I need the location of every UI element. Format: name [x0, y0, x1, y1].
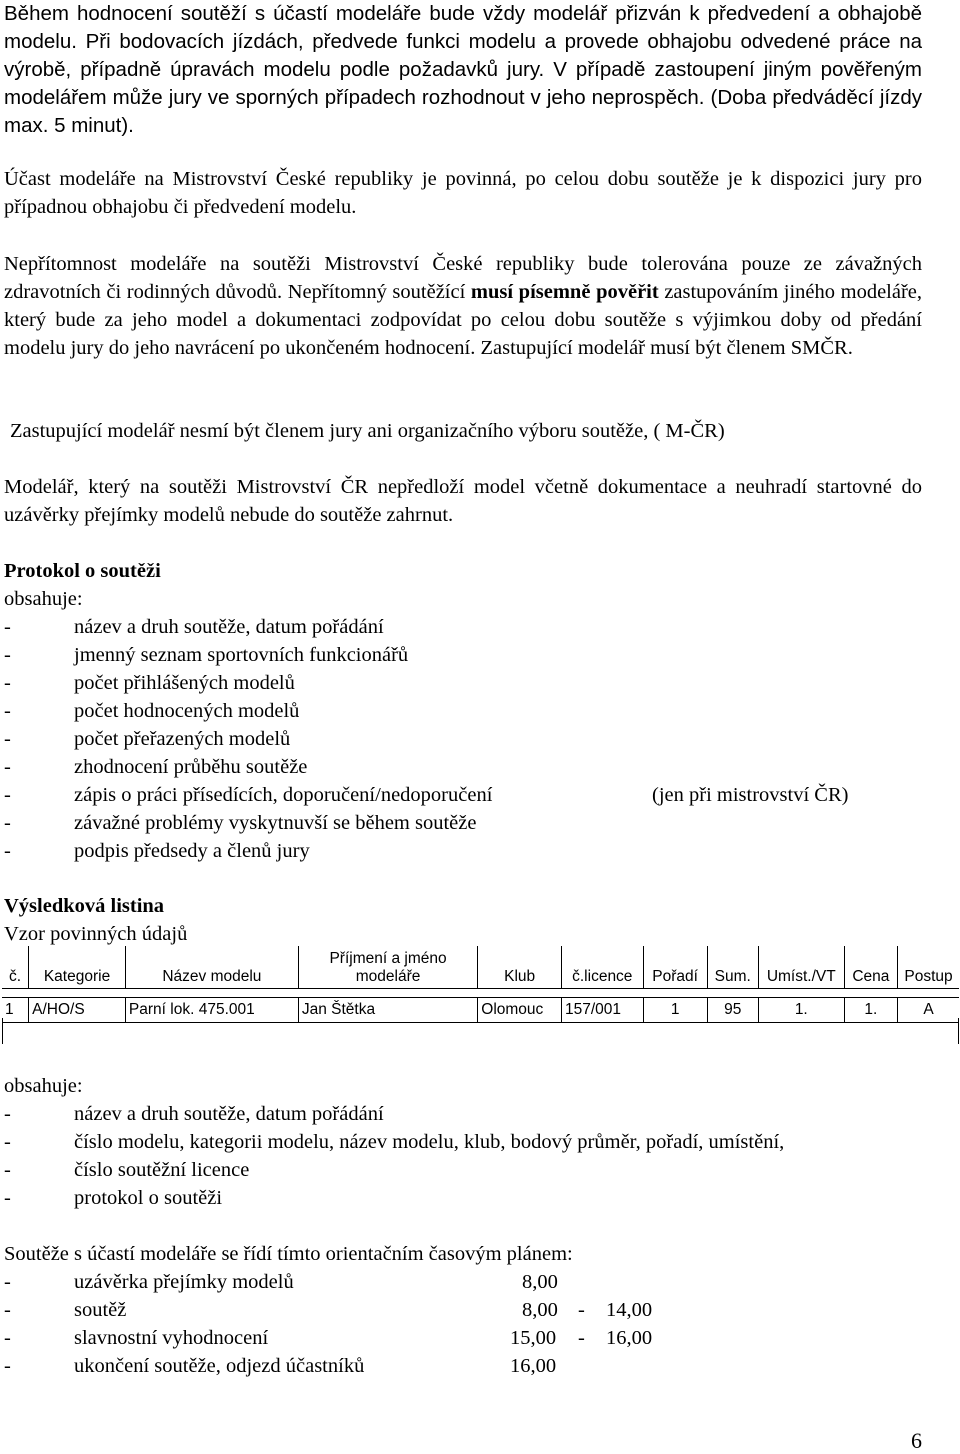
- table-cell: 1: [2, 998, 29, 1023]
- vysledkova-heading: Výsledková listina: [4, 895, 165, 917]
- col-header: Postup: [898, 946, 959, 989]
- table-cell: Parní lok. 475.001: [125, 998, 298, 1023]
- plan-from: 16,00: [510, 1355, 557, 1377]
- protokol-intro: obsahuje:: [4, 588, 83, 610]
- col-header: Sum.: [707, 946, 758, 989]
- plan-item: [4, 1296, 704, 1324]
- plan-label: uzávěrka přejímky modelů: [74, 1271, 294, 1293]
- col-header: Název modelu: [125, 946, 298, 989]
- protokol-heading: Protokol o soutěži: [4, 560, 161, 582]
- absence-bold-1: musí písemně: [470, 281, 591, 303]
- col-header: Kategorie: [29, 946, 126, 989]
- list-item: - počet přihlášených modelů: [4, 669, 492, 697]
- listina-list: [4, 1100, 784, 1212]
- list-item: [4, 781, 849, 809]
- table-right-edge: [958, 1018, 959, 1044]
- results-table: [2, 946, 959, 1047]
- list-item: - počet přeřazených modelů: [4, 725, 492, 753]
- list-item: - název a druh soutěže, datum pořádání: [4, 613, 492, 641]
- list-item: - číslo soutěžní licence: [4, 1156, 784, 1184]
- col-header-line2: modeláře: [355, 968, 421, 985]
- mistrovstvi-note: (jen při mistrovství ČR): [652, 784, 849, 806]
- list-item: - počet hodnocených modelů: [4, 697, 492, 725]
- col-header: Umíst./VT: [758, 946, 844, 989]
- table-cell: 157/001: [562, 998, 644, 1023]
- col-header: Klub: [478, 946, 562, 989]
- plan-dash: -: [578, 1299, 585, 1321]
- list-item: - jmenný seznam sportovních funkcionářů: [4, 641, 492, 669]
- plan-to: 14,00: [606, 1299, 653, 1321]
- plan-from: 8,00: [522, 1299, 558, 1321]
- plan-item: [4, 1352, 704, 1380]
- plan-label: soutěž: [74, 1299, 127, 1321]
- paragraph-substitute: Zastupující modelář nesmí být členem jury ani organizačního výboru soutěže, ( M-ČR): [10, 420, 725, 442]
- table-cell: A/HO/S: [29, 998, 126, 1023]
- table-cell: 95: [707, 998, 758, 1023]
- plan-item: [4, 1324, 704, 1352]
- table-row: [2, 998, 959, 1023]
- page-number: 6: [911, 1428, 922, 1453]
- col-header: [298, 946, 477, 989]
- col-header: Cena: [844, 946, 897, 989]
- plan-list: [4, 1268, 704, 1380]
- absence-text-2: zastupováním jiného modeláře, který bude za jeho model a dokumentaci zodpovídat po celou dobu soutěže s výjimkou doby od předání modelu jury do jeho navrácení po ukončeném hodnocení. Zastupující modelář musí být členem SMČR.: [4, 281, 923, 359]
- paragraph-attendance: Účast modeláře na Mistrovství České republiky je povinná, po celou dobu soutěže je k dispozici jury pro případnou obhajobu či předvedení modelu.: [4, 168, 922, 218]
- list-item-text: zápis o práci přísedících, doporučení/nedoporučení: [74, 784, 493, 806]
- col-header: č.: [2, 946, 29, 989]
- plan-label: slavnostní vyhodnocení: [74, 1327, 269, 1349]
- paragraph-evaluation: Během hodnocení soutěží s účastí modeláře bude vždy modelář přizván k předvedení a obhajobě modelu. Při bodovacích jízdách, předvede funkci modelu a provede obhajobu odvedené práce na výrobě, případně úpravách modelu podle požadavků jury. V případě zastoupení jiným pověřeným modelářem může jury ve sporných případech rozhodnout v jeho neprospěch. (Doba předváděcí jízdy max. 5 minut).: [4, 2, 922, 137]
- col-header: Pořadí: [643, 946, 707, 989]
- col-header: č.licence: [562, 946, 644, 989]
- plan-item: [4, 1268, 704, 1296]
- plan-from: 15,00: [510, 1327, 557, 1349]
- col-header-line1: Příjmení a jméno: [329, 950, 447, 967]
- plan-intro: Soutěže s účastí modeláře se řídí tímto orientačním časovým plánem:: [4, 1243, 573, 1265]
- table-left-edge: [2, 1018, 3, 1044]
- table-cell: A: [898, 998, 959, 1023]
- list-item: - název a druh soutěže, datum pořádání: [4, 1100, 784, 1128]
- protokol-list: [4, 613, 849, 865]
- table-cell: Olomouc: [478, 998, 562, 1023]
- table-cell: 1.: [758, 998, 844, 1023]
- listina-intro: obsahuje:: [4, 1075, 83, 1097]
- table-header-row: [2, 946, 959, 989]
- vysledkova-subheading: Vzor povinných údajů: [4, 923, 188, 945]
- table-spacer-row: [2, 989, 959, 998]
- list-item: - protokol o soutěži: [4, 1184, 784, 1212]
- table-cell: 1: [643, 998, 707, 1023]
- list-item: - závažné problémy vyskytnuvší se během soutěže: [4, 809, 492, 837]
- table-cell: Jan Štětka: [298, 998, 477, 1023]
- absence-bold-2: pověřit: [596, 281, 659, 303]
- plan-label: ukončení soutěže, odjezd účastníků: [74, 1355, 365, 1377]
- list-item: - podpis předsedy a členů jury: [4, 837, 492, 865]
- paragraph-no-model: Modelář, který na soutěži Mistrovství ČR nepředloží model včetně dokumentace a neuhradí startovné do uzávěrky přejímky modelů nebude do soutěže zahrnut.: [4, 476, 922, 526]
- plan-from: 8,00: [522, 1271, 558, 1293]
- paragraph-absence: [4, 250, 922, 362]
- table-row-empty: [2, 1023, 959, 1048]
- plan-to: 16,00: [606, 1327, 653, 1349]
- plan-dash: -: [578, 1327, 585, 1349]
- table-cell: 1.: [844, 998, 897, 1023]
- absence-text-1: Nepřítomnost modeláře na soutěži Mistrovství České republiky bude tolerována pouze ze závažných zdravotních či rodinných důvodů. Nepřítomný soutěžící: [4, 253, 922, 303]
- list-item: - zhodnocení průběhu soutěže: [4, 753, 492, 781]
- list-item: - číslo modelu, kategorii modelu, název modelu, klub, bodový průměr, pořadí, umístění,: [4, 1128, 784, 1156]
